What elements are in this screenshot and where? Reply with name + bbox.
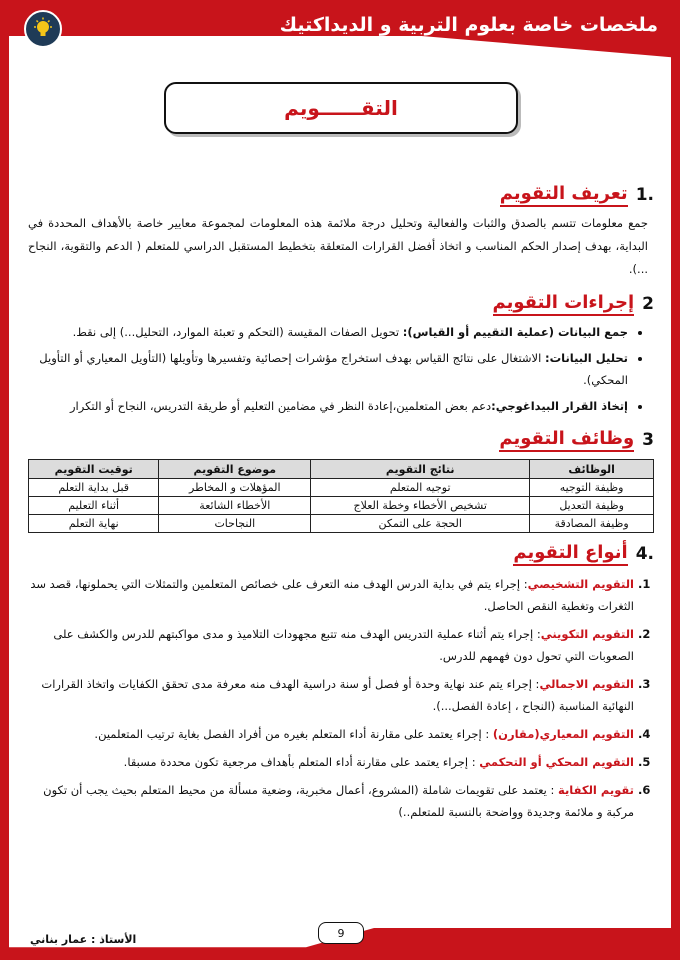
type-text: : إجراء يعتمد على مقارنة أداء المتعلم بأهداف مرجعية تكون محددة مسبقا. bbox=[123, 755, 480, 769]
type-text: : يعتمد على تقويمات شاملة (المشروع، أعمال مخبرية، وضعية مسألة من محيط المتعلم بحيث يجب أن تكون مركبة و ملائمة وجديدة وواضحة بالنسبة للمتعلم..) bbox=[43, 783, 634, 819]
item-term: جمع البيانات (عملية التقييم أو القياس): bbox=[402, 325, 628, 339]
table-cell: المؤهلات و المخاطر bbox=[159, 479, 311, 497]
section-title: أنواع التقويم bbox=[513, 542, 627, 566]
type-text: : إجراء يتم في بداية الدرس الهدف منه التعرف على خصائص المتعلمين والتمثلات التي يحملونها، قصد سد الثغرات وتغطية النقص الحاصل. bbox=[30, 577, 634, 613]
type-label: التقويم المعياري(مقارن) bbox=[492, 727, 634, 741]
table-cell: أثناء التعليم bbox=[29, 497, 159, 515]
list-item bbox=[28, 395, 628, 417]
type-label: التقويم الاجمالي bbox=[539, 677, 634, 691]
section-3-heading bbox=[28, 425, 654, 455]
table-cell: الأخطاء الشائعة bbox=[159, 497, 311, 515]
column-header: الوظائف bbox=[530, 460, 654, 479]
section-4-heading bbox=[28, 539, 654, 569]
column-header: نتائج التقويم bbox=[311, 460, 530, 479]
section-number: 2 bbox=[642, 294, 654, 314]
table-cell: نهاية التعلم bbox=[29, 515, 159, 533]
type-label: التقويم التشخيصي bbox=[527, 577, 634, 591]
type-text: : إجراء يعتمد على مقارنة أداء المتعلم بغيره من أفراد الفصل بغاية ترتيب المتعلمين. bbox=[94, 727, 493, 741]
page-number: 9 bbox=[318, 922, 364, 944]
list-item bbox=[28, 779, 634, 823]
section-title: وظائف التقويم bbox=[499, 428, 634, 452]
footer-author: الأستاذ : عمار بناني bbox=[30, 933, 137, 946]
type-label: التقويم التكويني bbox=[540, 627, 634, 641]
section-number: .4 bbox=[635, 544, 654, 564]
definition-paragraph: جمع معلومات تتسم بالصدق والثبات والفعالية وتحليل درجة ملائمة هذه المعلومات لمجموعة معايير خاصة بالأهداف المحددة في البداية، بهدف إصدار الحكم المناسب و اتخاذ أفضل القرارات المتعلقة بتخطيط المستقبل الدراسي للمتعلم ( الدعم والتقوية، النجاح ...). bbox=[28, 216, 648, 276]
table-row bbox=[29, 479, 654, 497]
table-cell: وظيفة المصادقة bbox=[530, 515, 654, 533]
table-row bbox=[29, 497, 654, 515]
table-cell: وظيفة التوجيه bbox=[530, 479, 654, 497]
table-header-row bbox=[29, 460, 654, 479]
column-header: توقيت التقويم bbox=[29, 460, 159, 479]
list-item bbox=[28, 751, 634, 773]
section-2-heading bbox=[28, 289, 654, 319]
list-item bbox=[28, 573, 634, 617]
header-title: ملخصات خاصة بعلوم التربية و الديداكتيك bbox=[279, 14, 658, 36]
table-cell: وظيفة التعديل bbox=[530, 497, 654, 515]
table-row bbox=[29, 515, 654, 533]
item-text: تحويل الصفات المقيسة (التحكم و تعبئة الموارد، التحليل...) إلى نقط. bbox=[72, 325, 403, 339]
type-text: : إجراء يتم عند نهاية وحدة أو فصل أو سنة دراسية الهدف منه معرفة مدى تحقق الكفايات واتخاذ القرارات النهائية المناسبة (النجاح ، إعادة الفصل...). bbox=[41, 677, 634, 713]
item-text: الاشتغال على نتائج القياس بهدف استخراج مؤشرات إحصائية وتفسيرها وتأويلها (التأويل المعياري أو التأويل المحكي). bbox=[39, 351, 628, 387]
procedures-list bbox=[28, 321, 642, 417]
section-number: 3 bbox=[642, 430, 654, 450]
document-body bbox=[28, 180, 654, 829]
item-term: إتخاذ القرار البيداغوجي: bbox=[491, 399, 628, 413]
list-item bbox=[28, 673, 634, 717]
section-title: إجراءات التقويم bbox=[493, 292, 635, 316]
type-text: : إجراء يتم أثناء عملية التدريس الهدف منه تتبع مجهودات التلاميذ و مدى مواكبتهم للدرس والكشف على الصعوبات التي تحول دون فهمهم للدرس. bbox=[53, 627, 634, 663]
table-cell: تشخيص الأخطاء وخطة العلاج bbox=[311, 497, 530, 515]
type-label: تقويم الكفاية bbox=[558, 783, 634, 797]
item-term: تحليل البيانات: bbox=[544, 351, 628, 365]
section-1-heading bbox=[28, 180, 654, 210]
list-item bbox=[28, 321, 628, 343]
page-title: التقــــــويم bbox=[284, 96, 398, 120]
list-item bbox=[28, 723, 634, 745]
list-item bbox=[28, 623, 634, 667]
table-cell: الحجة على التمكن bbox=[311, 515, 530, 533]
item-text: دعم بعض المتعلمين،إعادة النظر في مضامين التعليم أو طريقة التدريس، النجاح أو التكرار bbox=[69, 399, 492, 413]
table-cell: توجيه المتعلم bbox=[311, 479, 530, 497]
table-cell: النجاحات bbox=[159, 515, 311, 533]
page-title-box bbox=[164, 82, 518, 134]
section-number: .1 bbox=[635, 185, 654, 205]
list-item bbox=[28, 347, 628, 391]
evaluation-types-list bbox=[28, 573, 654, 823]
functions-table bbox=[28, 459, 654, 533]
table-cell: قبل بداية التعلم bbox=[29, 479, 159, 497]
type-label: التقويم المحكي أو التحكمي bbox=[479, 755, 634, 769]
column-header: موضوع التقويم bbox=[159, 460, 311, 479]
section-title: تعريف التقويم bbox=[500, 183, 628, 207]
lightbulb-logo-icon bbox=[24, 10, 62, 48]
